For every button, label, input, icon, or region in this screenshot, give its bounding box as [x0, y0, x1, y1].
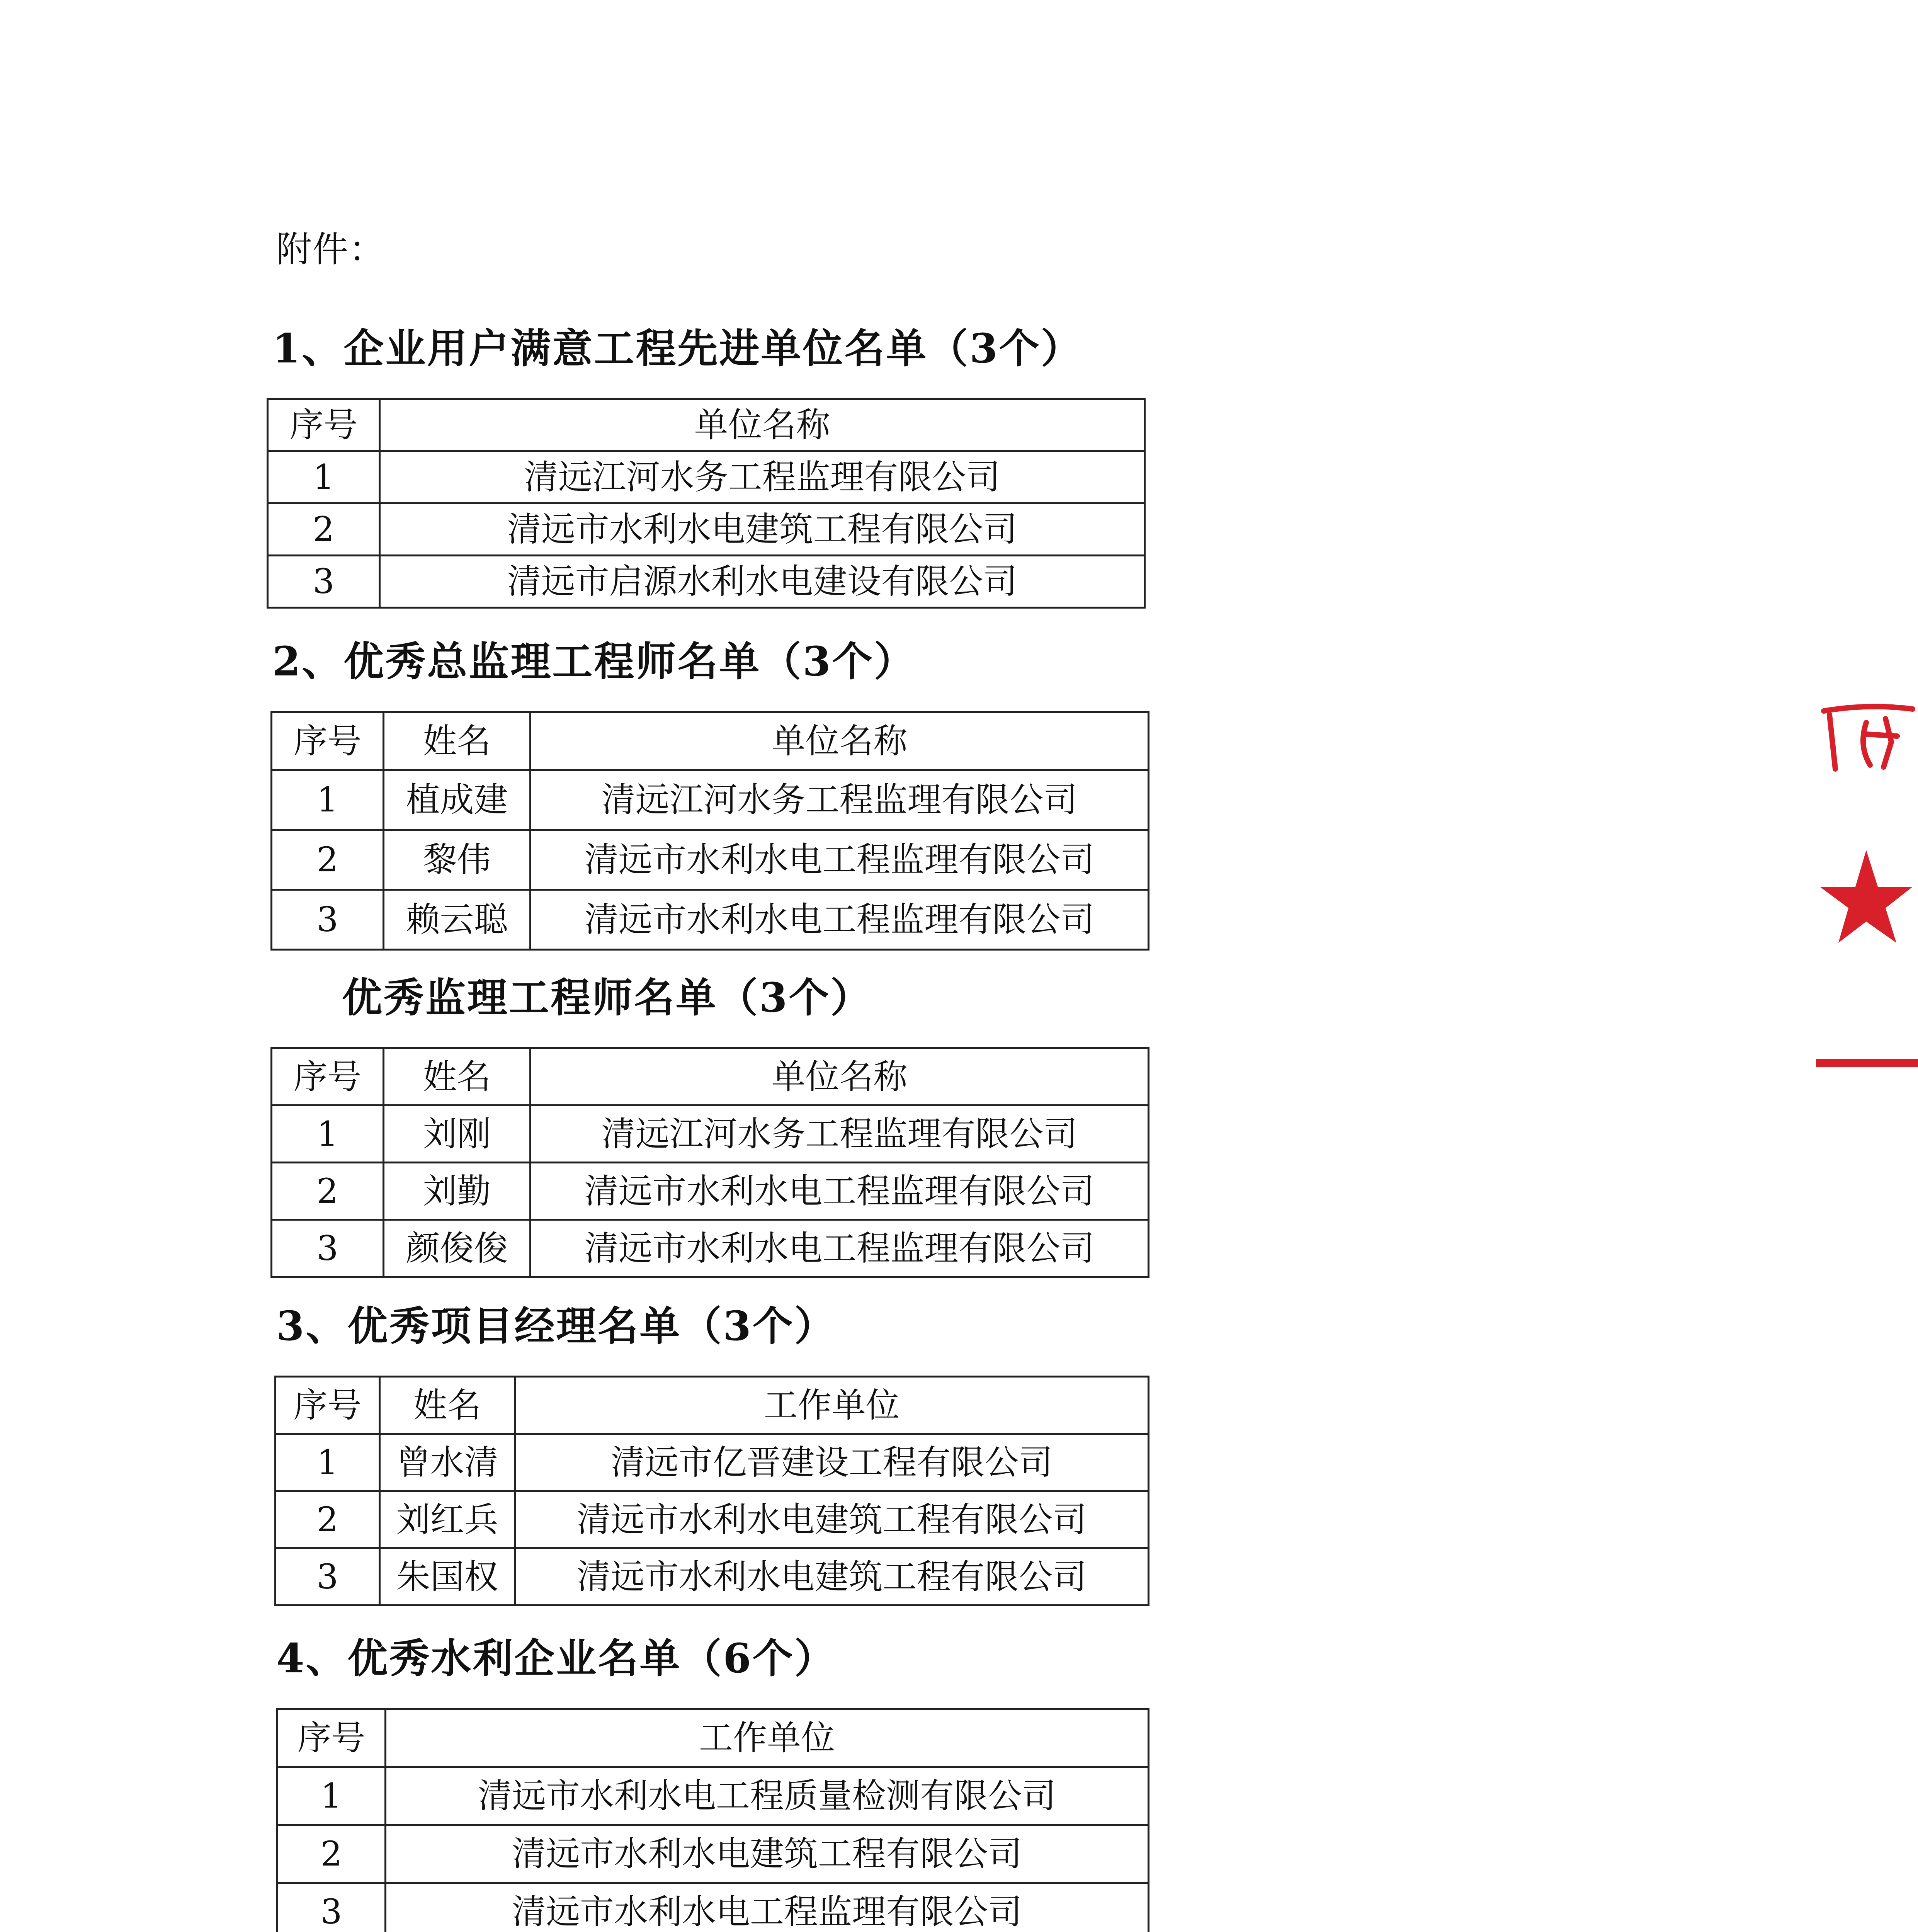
index-cell: 2: [272, 1163, 384, 1220]
table-row: [272, 890, 1149, 950]
header-cell: 姓名: [380, 1377, 515, 1434]
table-header-row: [268, 399, 1145, 451]
attachment-label: 附件：: [276, 229, 386, 270]
index-cell: 2: [268, 503, 380, 556]
person-name-cell: 曾水清: [380, 1434, 515, 1491]
header-cell: 序号: [272, 1048, 384, 1105]
index-cell: 2: [272, 830, 384, 890]
table-row: [272, 770, 1149, 830]
table-row: [275, 1434, 1149, 1491]
company-cell: 清远市水利水电工程监理有限公司: [386, 1883, 1149, 1932]
company-cell: 清远市水利水电建筑工程有限公司: [386, 1825, 1149, 1883]
header-cell: 单位名称: [531, 1048, 1149, 1105]
table-row: [272, 1220, 1149, 1277]
header-cell: 序号: [275, 1377, 380, 1434]
table-header-row: [277, 1709, 1149, 1767]
company-cell: 清远市水利水电建筑工程有限公司: [380, 503, 1145, 556]
section-4-title: 4、优秀水利企业名单（6个）: [276, 1634, 836, 1682]
header-cell: 姓名: [384, 1048, 531, 1105]
company-cell: 清远市水利水电建筑工程有限公司: [515, 1491, 1149, 1548]
header-cell: 工作单位: [386, 1709, 1149, 1767]
section-1-table: [267, 398, 1146, 609]
section-2a-title: 2、优秀总监理工程师名单（3个）: [272, 638, 916, 685]
table-row: [277, 1825, 1149, 1883]
section-2a-table: [270, 711, 1149, 951]
table-row: [272, 1105, 1149, 1163]
index-cell: 1: [275, 1434, 380, 1491]
red-seal-fragment-icon: [1808, 688, 1918, 1097]
table-row: [272, 830, 1149, 890]
header-cell: 工作单位: [515, 1377, 1149, 1434]
table-header-row: [275, 1377, 1149, 1434]
index-cell: 3: [272, 1220, 384, 1277]
table-row: [268, 451, 1145, 503]
index-cell: 1: [277, 1767, 386, 1825]
company-cell: 清远江河水务工程监理有限公司: [380, 451, 1145, 503]
index-cell: 2: [277, 1825, 386, 1883]
table-row: [268, 503, 1145, 556]
index-cell: 1: [268, 451, 380, 503]
index-cell: 3: [272, 890, 384, 950]
company-cell: 清远江河水务工程监理有限公司: [531, 770, 1149, 830]
table-row: [275, 1491, 1149, 1548]
table-header-row: [272, 1048, 1149, 1105]
index-cell: 1: [272, 770, 384, 830]
section-3-title: 3、优秀项目经理名单（3个）: [276, 1302, 836, 1350]
section-2b-title: 优秀监理工程师名单（3个）: [342, 974, 872, 1021]
person-name-cell: 刘红兵: [380, 1491, 515, 1548]
header-cell: 单位名称: [380, 399, 1145, 451]
index-cell: 3: [277, 1883, 386, 1932]
index-cell: 3: [275, 1548, 380, 1605]
section-2b-table: [270, 1047, 1149, 1278]
header-cell: 序号: [272, 712, 384, 770]
company-cell: 清远市水利水电工程监理有限公司: [531, 830, 1149, 890]
company-cell: 清远市水利水电工程监理有限公司: [531, 890, 1149, 950]
person-name-cell: 赖云聪: [384, 890, 531, 950]
section-4-table: [276, 1708, 1149, 1932]
person-name-cell: 颜俊俊: [384, 1220, 531, 1277]
table-row: [277, 1767, 1149, 1825]
table-row: [275, 1548, 1149, 1605]
person-name-cell: 黎伟: [384, 830, 531, 890]
table-row: [277, 1883, 1149, 1932]
section-1-title: 1、企业用户满意工程先进单位名单（3个）: [272, 325, 1083, 372]
table-header-row: [272, 712, 1149, 770]
company-cell: 清远市水利水电工程监理有限公司: [531, 1220, 1149, 1277]
person-name-cell: 朱国权: [380, 1548, 515, 1605]
header-cell: 序号: [268, 399, 380, 451]
company-cell: 清远市水利水电工程质量检测有限公司: [386, 1767, 1149, 1825]
table-row: [272, 1163, 1149, 1220]
header-cell: 单位名称: [531, 712, 1149, 770]
index-cell: 3: [268, 556, 380, 608]
person-name-cell: 刘刚: [384, 1105, 531, 1163]
person-name-cell: 刘勤: [384, 1163, 531, 1220]
section-3-table: [274, 1376, 1149, 1606]
index-cell: 2: [275, 1491, 380, 1548]
table-row: [268, 556, 1145, 608]
company-cell: 清远市亿晋建设工程有限公司: [515, 1434, 1149, 1491]
header-cell: 姓名: [384, 712, 531, 770]
company-cell: 清远市启源水利水电建设有限公司: [380, 556, 1145, 608]
company-cell: 清远市水利水电工程监理有限公司: [531, 1163, 1149, 1220]
header-cell: 序号: [277, 1709, 386, 1767]
person-name-cell: 植成建: [384, 770, 531, 830]
company-cell: 清远江河水务工程监理有限公司: [531, 1105, 1149, 1163]
company-cell: 清远市水利水电建筑工程有限公司: [515, 1548, 1149, 1605]
index-cell: 1: [272, 1105, 384, 1163]
